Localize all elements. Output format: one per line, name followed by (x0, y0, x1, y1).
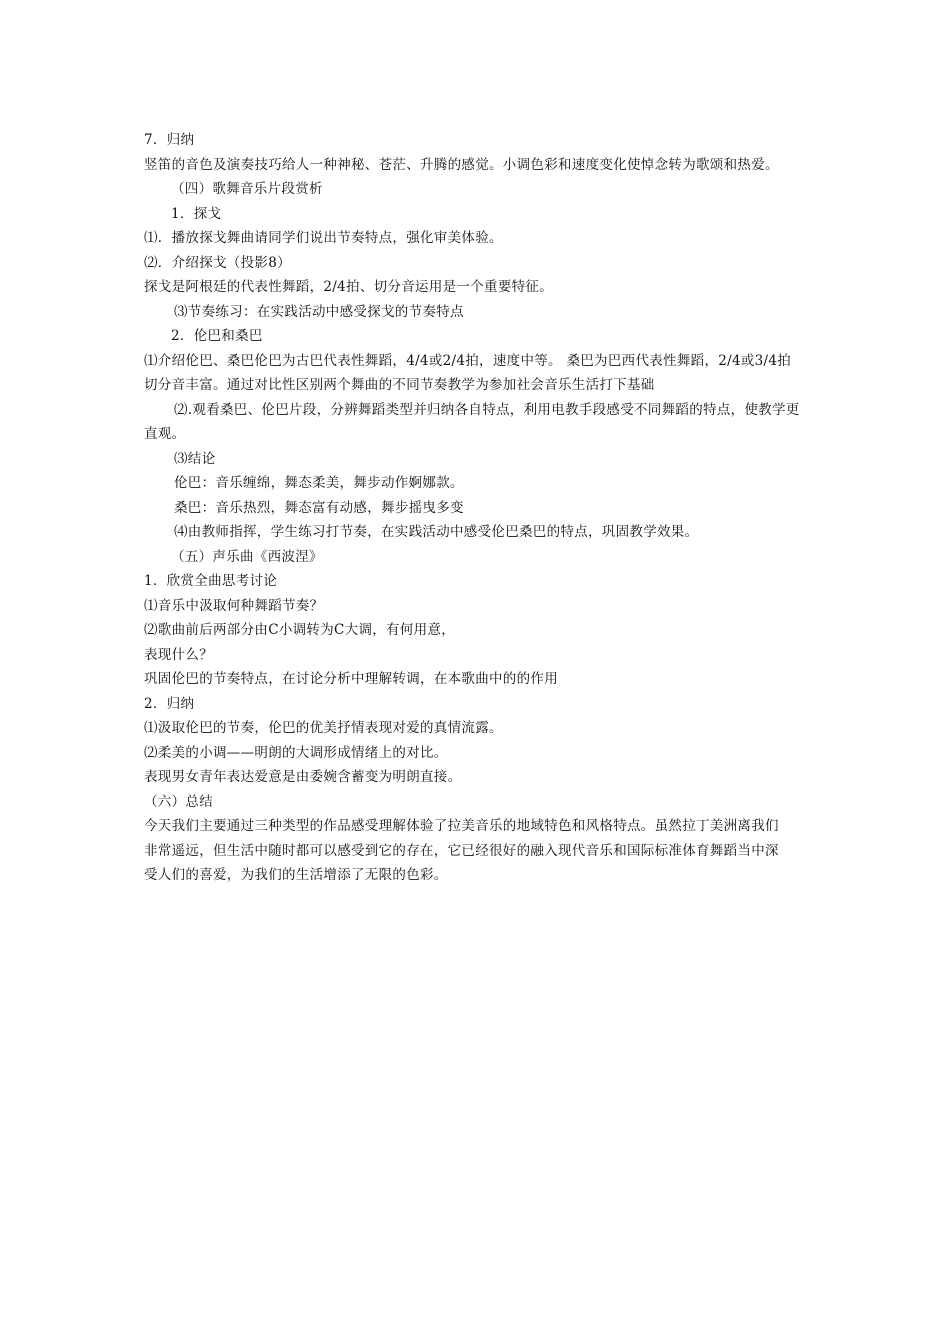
section-heading-6: （六）总结 (144, 793, 213, 810)
conclusion-rumba: 伦巴：音乐缠绵，舞态柔美，舞步动作婀娜款。 (174, 475, 464, 491)
subheading-tango: 1．探戈 (171, 205, 222, 222)
list-item-discussion-1: ⑴音乐中汲取何种舞蹈节奏？ (144, 597, 324, 614)
paragraph-consolidate: 巩固伦巴的节奏特点，在讨论分析中理解转调，在本歌曲中的的作用 (144, 671, 558, 687)
list-item-rumba-3: ⑶结论 (174, 450, 216, 467)
list-item-rumba-2-line1: ⑵.观看桑巴、伦巴片段，分辨舞蹈类型并归纳各自特点，利用电教手段感受不同舞蹈的特点，使教学更 (174, 401, 800, 418)
paragraph-conclusion-line2: 非常遥远，但生活中随时都可以感受到它的存在，它已经很好的融入现代音乐和国际标准体育舞蹈当中深 (144, 842, 779, 859)
list-item-summary-1: ⑴汲取伦巴的节奏，伦巴的优美抒情表现对爱的真情流露。 (144, 720, 503, 736)
subheading-rumba-samba: 2．伦巴和桑巴 (171, 328, 263, 344)
paragraph-expression: 表现什么？ (144, 646, 213, 663)
list-item-rumba-2-line2: 直观。 (144, 426, 186, 442)
list-item-tango-3: ⑶节奏练习：在实践活动中感受探戈的节奏特点 (174, 303, 464, 320)
paragraph-conclusion-line1: 今天我们主要通过三种类型的作品感受理解体验了拉美音乐的地域特色和风格特点。虽然拉丁美洲离我们 (144, 818, 779, 834)
list-item-rumba-1-line2: 切分音丰富。通过对比性区别两个舞曲的不同节奏教学为参加社会音乐生活打下基础 (144, 377, 655, 393)
paragraph-conclusion-line3: 受人们的喜爱，为我们的生活增添了无限的色彩。 (144, 867, 448, 883)
paragraph-recorder-timbre: 竖笛的音色及演奏技巧给人一种神秘、苍茫、升腾的感觉。小调色彩和速度变化使悼念转为歌颂和热爱。 (144, 156, 779, 173)
list-item-tango-1: ⑴．播放探戈舞曲请同学们说出节奏特点，强化审美体验。 (144, 230, 503, 246)
section-heading-5: （五）声乐曲《西波涅》 (171, 548, 323, 565)
heading-summary-7: 7．归纳 (144, 132, 195, 148)
subheading-summary-2: 2．归纳 (144, 695, 195, 712)
list-item-discussion-2: ⑵歌曲前后两部分由C小调转为C大调，有何用意， (144, 622, 456, 638)
paragraph-love-expression: 表现男女青年表达爱意是由委婉含蓄变为明朗直接。 (144, 769, 462, 785)
conclusion-samba: 桑巴：音乐热烈，舞态富有动感，舞步摇曳多变 (174, 499, 464, 516)
paragraph-tango-description: 探戈是阿根廷的代表性舞蹈，2/4拍、切分音运用是一个重要特征。 (144, 279, 554, 295)
document-page (144, 128, 816, 888)
list-item-rumba-1-line1: ⑴介绍伦巴、桑巴伦巴为古巴代表性舞蹈，4/4或2/4拍，速度中等。 桑巴为巴西代表性舞蹈，2/4或3/4拍 (144, 352, 792, 369)
subheading-discussion: 1．欣赏全曲思考讨论 (144, 573, 278, 589)
list-item-tango-2: ⑵．介绍探戈（投影8） (144, 254, 291, 271)
section-heading-4: （四）歌舞音乐片段赏析 (171, 181, 323, 197)
list-item-summary-2: ⑵柔美的小调——明朗的大调形成情绪上的对比。 (144, 744, 448, 761)
list-item-rumba-4: ⑷由教师指挥，学生练习打节奏，在实践活动中感受伦巴桑巴的特点，巩固教学效果。 (174, 524, 699, 540)
